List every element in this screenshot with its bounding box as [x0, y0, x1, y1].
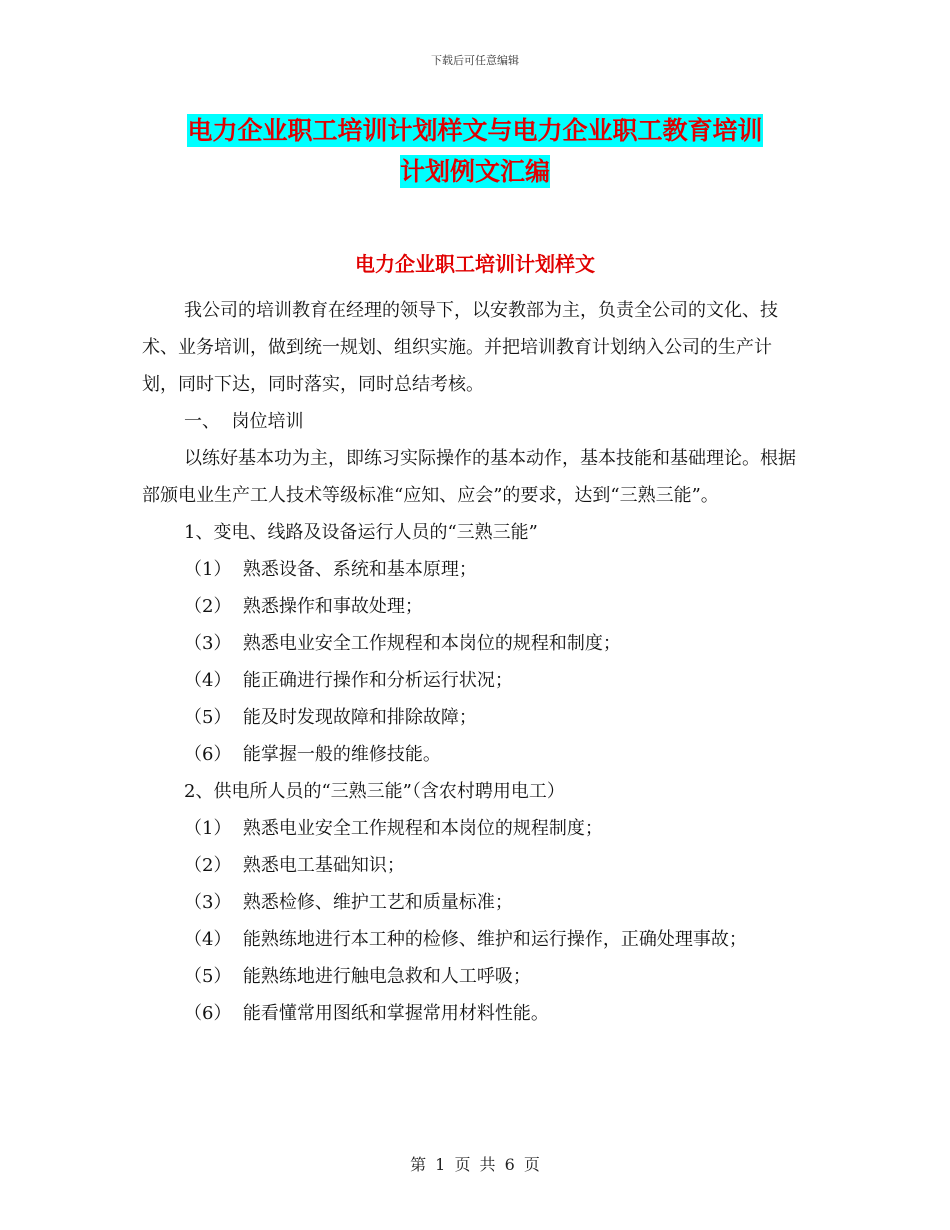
list-item: （3） 熟悉检修、维护工艺和质量标准； — [184, 892, 513, 913]
list-heading: 1、变电、线路及设备运行人员的“三熟三能” — [184, 522, 538, 543]
list-item: （4） 能正确进行操作和分析运行状况； — [184, 670, 513, 691]
title-line-2: 计划例文汇编 — [399, 157, 550, 186]
list-item: （2） 熟悉电工基础知识； — [184, 855, 405, 876]
list-item: （1） 熟悉电业安全工作规程和本岗位的规程制度； — [184, 818, 603, 839]
list-heading: 2、供电所人员的“三熟三能”（含农村聘用电工） — [184, 781, 565, 802]
title-line-1: 电力企业职工培训计划样文与电力企业职工教育培训 — [187, 116, 763, 145]
document-title — [140, 110, 810, 192]
list-item: （6） 能掌握一般的维修技能。 — [184, 744, 441, 765]
paragraph: 我公司的培训教育在经理的领导下，以安教部为主，负责全公司的文化、技术、业务培训，做到统一规划、组织实施。并把培训教育计划纳入公司的生产计划，同时下达，同时落实，同时总结考核。 — [142, 300, 778, 395]
paragraph: 以练好基本功为主，即练习实际操作的基本动作，基本技能和基础理论。根据部颁电业生产工人技术等级标准“应知、应会”的要求，达到“三熟三能”。 — [142, 448, 796, 506]
list-item: （1） 熟悉设备、系统和基本原理； — [184, 559, 477, 580]
list-item: （6） 能看懂常用图纸和掌握常用材料性能。 — [184, 1003, 549, 1024]
list-item: （4） 能熟练地进行本工种的检修、维护和运行操作，正确处理事故； — [184, 929, 747, 950]
page-footer: 第 1 页 共 6 页 — [410, 1155, 540, 1174]
section-title: 电力企业职工培训计划样文 — [355, 252, 595, 276]
list-item: （3） 熟悉电业安全工作规程和本岗位的规程和制度； — [184, 633, 621, 654]
list-item: （2） 熟悉操作和事故处理； — [184, 596, 423, 617]
header-note: 下载后可任意编辑 — [431, 54, 519, 67]
list-item: （5） 能熟练地进行触电急救和人工呼吸； — [184, 966, 531, 987]
heading-job-training: 一、 岗位培训 — [184, 411, 304, 432]
list-item: （5） 能及时发现故障和排除故障； — [184, 707, 477, 728]
body-text — [142, 292, 806, 1032]
